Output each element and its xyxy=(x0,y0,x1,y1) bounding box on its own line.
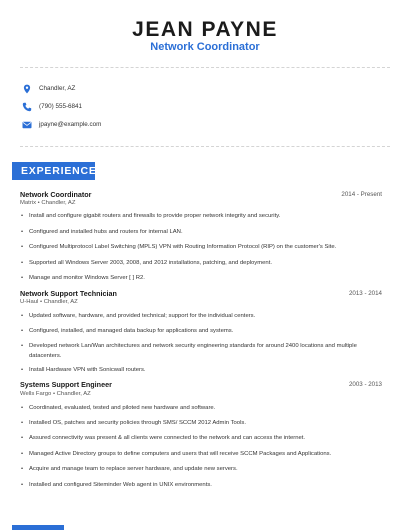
job-company: Wells Fargo • Chandler, AZ xyxy=(20,391,91,397)
company-name: Wells Fargo xyxy=(20,391,52,397)
job-heading xyxy=(20,287,382,299)
contact-divider xyxy=(20,146,390,147)
candidate-title: Network Coordinator xyxy=(150,41,260,53)
job-dates: 2014 - Present xyxy=(341,190,382,198)
job-dates: 2003 - 2013 xyxy=(348,380,382,388)
contact-email[interactable] xyxy=(22,118,102,132)
job-heading xyxy=(20,188,382,200)
list-item: • Configured, installed, and managed data backup for applications and systems. xyxy=(21,327,366,337)
phone-icon xyxy=(22,102,32,112)
company-name: U-Haul xyxy=(20,299,39,305)
location-text: Chandler, AZ xyxy=(39,85,76,92)
contact-phone xyxy=(22,100,83,114)
contact-location xyxy=(22,82,76,96)
list-item: • Install and configure gigabit routers and firewalls to provide proper network integrity and security. xyxy=(21,212,366,222)
experience-heading: EXPERIENCE xyxy=(12,162,95,180)
company-location: Chandler, AZ xyxy=(56,391,91,397)
list-item: • Updated software, hardware, and provided technical; support for the individual centers. xyxy=(21,312,366,322)
job-heading xyxy=(20,378,382,390)
next-section-bar xyxy=(12,525,64,530)
list-item: • Supported all Windows Server 2003, 2008, and 2012 installations, patching, and deployment. xyxy=(21,259,366,269)
list-item: • Manage and monitor Windows Server [ ] R2. xyxy=(21,274,366,284)
list-item: • Developed network Lan/Wan architectures and network security engineering standards for around 2400 locations and multiple datacenters. xyxy=(21,342,366,361)
header-divider xyxy=(20,67,390,68)
phone-text: (790) 555-6841 xyxy=(39,103,83,110)
company-name: Matrix xyxy=(20,200,37,206)
company-location: Chandler, AZ xyxy=(41,200,76,206)
company-location: Chandler, AZ xyxy=(43,299,78,305)
job-role: Systems Support Engineer xyxy=(20,379,112,389)
job-dates: 2013 - 2014 xyxy=(348,289,382,297)
list-item: • Assured connectivity was present & all clients were connected to the network and can access the internet. xyxy=(21,434,366,444)
job-role: Network Coordinator xyxy=(20,189,92,199)
job-role: Network Support Technician xyxy=(20,288,117,298)
email-text[interactable]: jpayne@example.com xyxy=(39,121,102,128)
list-item: • Configured Multiprotocol Label Switching (MPLS) VPN with Routing Information Protocol (RIP) on the customer's Site. xyxy=(21,243,366,253)
list-item: • Install Hardware VPN with Sonicwall routers. xyxy=(21,366,366,376)
list-item: • Managed Active Directory groups to define computers and users that will receive SCCM Packages and Applications. xyxy=(21,450,366,460)
list-item: • Coordinated, evaluated, tested and piloted new hardware and software. xyxy=(21,404,366,414)
mail-icon xyxy=(22,120,32,130)
location-pin-icon xyxy=(22,84,32,94)
job-company: Matrix • Chandler, AZ xyxy=(20,200,76,206)
list-item: • Installed OS, patches and security policies through SMS/ SCCM 2012 Admin Tools. xyxy=(21,419,366,429)
job-company: U-Haul • Chandler, AZ xyxy=(20,299,78,305)
list-item: • Installed and configured Siteminder Web agent in UNIX environments. xyxy=(21,481,366,491)
list-item: • Acquire and manage team to replace server hardware, and update new servers. xyxy=(21,465,366,475)
candidate-name: JEAN PAYNE xyxy=(132,18,278,41)
list-item: • Configured and installed hubs and routers for internal LAN. xyxy=(21,228,366,238)
